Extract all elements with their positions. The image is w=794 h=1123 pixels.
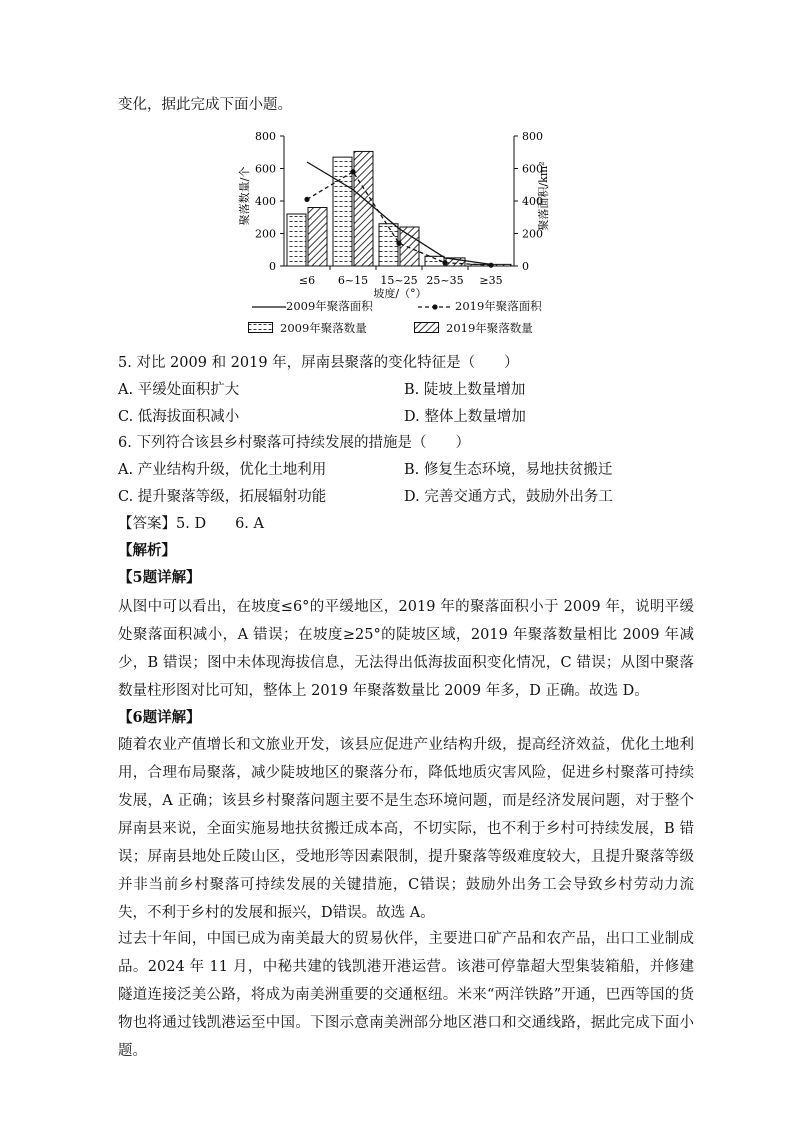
y-axis-label-left: 聚落数量/个 <box>238 166 251 226</box>
q6-option-d: D. 完善交通方式，鼓励外出务工 <box>404 489 613 505</box>
legend-2009-area: 2009年聚落面积 <box>286 299 373 313</box>
point-2019-area <box>304 197 309 202</box>
bar-2019-count <box>308 208 327 267</box>
legend-2019-count: 2019年聚落数量 <box>446 321 533 335</box>
point-2019-area <box>442 260 447 265</box>
next-passage-text: 过去十年间，中国已成为南美最大的贸易伙伴，主要进口矿产品和农产品，出口工业制成品。2024 年 11 月，中秘共建的钱凯港开港运营。该港可停靠超大型集装箱船，并修建隧道连接泛美公路，将成为南美洲重要的交通枢纽。米来“两洋铁路”开通，巴西等国的货物也将通过钱凯港运至中国。下图示意南美洲部分地区港口和交通线路，据此完成下面小题。 <box>118 931 694 1059</box>
x-tick-label: 15~25 <box>380 274 418 287</box>
q5-option-c: C. 低海拔面积减小 <box>118 409 240 425</box>
y-tick-label-left: 0 <box>269 260 276 273</box>
q5-analysis-heading: 【5题详解】 <box>118 569 201 586</box>
point-2019-area <box>396 241 401 246</box>
y-tick-label-right: 600 <box>522 162 543 176</box>
point-2019-area <box>350 169 355 174</box>
legend-2019-area-marker <box>418 302 458 312</box>
bar-2019-count <box>354 151 373 266</box>
next-passage <box>118 925 694 1065</box>
x-tick-label: ≤6 <box>298 274 316 287</box>
intro-line: 变化，据此完成下面小题。 <box>118 97 292 113</box>
q5-option-a: A. 平缓处面积扩大 <box>118 382 240 398</box>
q6-option-c: C. 提升聚落等级，拓展辐射功能 <box>118 489 327 505</box>
analysis-heading: 【解析】 <box>118 542 176 559</box>
legend-2009-count-marker <box>248 322 274 334</box>
y-tick-label-right: 800 <box>522 130 543 143</box>
question-6-stem: 6. 下列符合该县乡村聚落可持续发展的措施是（ ） <box>118 435 470 451</box>
y-tick-label-right: 400 <box>522 195 543 208</box>
y-axis-label-right: 聚落面积/km² <box>537 161 550 231</box>
q5-option-d: D. 整体上数量增加 <box>404 409 526 425</box>
legend-2009-count: 2009年聚落数量 <box>280 321 367 335</box>
x-tick-label: 25~35 <box>426 274 464 287</box>
bar-2009-count <box>379 224 398 266</box>
bar-2019-count <box>492 264 511 266</box>
y-tick-label-left: 600 <box>255 162 276 176</box>
x-tick-label: 6~15 <box>337 274 369 287</box>
y-tick-label-right: 0 <box>522 260 529 273</box>
q5-analysis <box>118 593 694 705</box>
question-5-stem: 5. 对比 2009 和 2019 年，屏南县聚落的变化特征是（ ） <box>118 355 519 371</box>
q6-option-a: A. 产业结构升级，优化土地利用 <box>118 462 327 478</box>
q6-analysis-text: 随着农业产值增长和文旅业开发，该县应促进产业结构升级，提高经济效益，优化土地利用，合理布局聚落，减少陡坡地区的聚落分布，降低地质灾害风险，促进乡村聚落可持续发展，A 正确；该县乡村聚落问题主要不是生态环境问题，而是经济发展问题，对于整个屏南县来说，全面实施易地扶贫搬迁成本高，不切实际，也不利于乡村可持续发展，B 错误；屏南县地处丘陵山区，受地形等因素限制，提升聚落等级难度较大，且提升聚落等级并非当前乡村聚落可持续发展的关键措施，C错误；鼓励外出务工会导致乡村劳动力流失，不利于乡村的发展和振兴，D错误。故选 A。 <box>118 737 694 921</box>
y-tick-label-left: 400 <box>255 195 276 208</box>
q5-option-b: B. 陡坡上数量增加 <box>404 382 526 398</box>
q5-analysis-text: 从图中可以看出，在坡度≤6°的平缓地区，2019 年的聚落面积小于 2009 年，说明平缓处聚落面积减小，A 错误；在坡度≥25°的陡坡区域，2019 年聚落数量相比 2009 年减少，B 错误；图中未体现海拔信息，无法得出低海拔面积变化情况，C 错误；从图中聚落数量柱形图对比可知，整体上 2019 年聚落数量比 2009 年多，D 正确。故选 D。 <box>118 599 694 699</box>
x-axis-label: 坡度/（°） <box>373 287 427 300</box>
x-tick-label: ≥35 <box>479 274 503 287</box>
y-tick-label-left: 200 <box>255 227 276 241</box>
y-tick-label-right: 200 <box>522 227 543 241</box>
q6-analysis <box>118 731 694 927</box>
point-2019-area <box>488 263 493 268</box>
legend-2019-count-marker <box>414 322 440 334</box>
chart-legend <box>248 298 548 338</box>
y-tick-label-left: 800 <box>255 130 276 143</box>
legend-2019-area: 2019年聚落面积 <box>455 299 542 313</box>
bar-2009-count <box>287 214 306 266</box>
answer-line: 【答案】5. D 6. A <box>118 516 264 532</box>
q6-option-b: B. 修复生态环境，易地扶贫搬迁 <box>404 462 613 478</box>
bar-2019-count <box>400 227 419 266</box>
q6-analysis-heading: 【6题详解】 <box>118 709 201 726</box>
